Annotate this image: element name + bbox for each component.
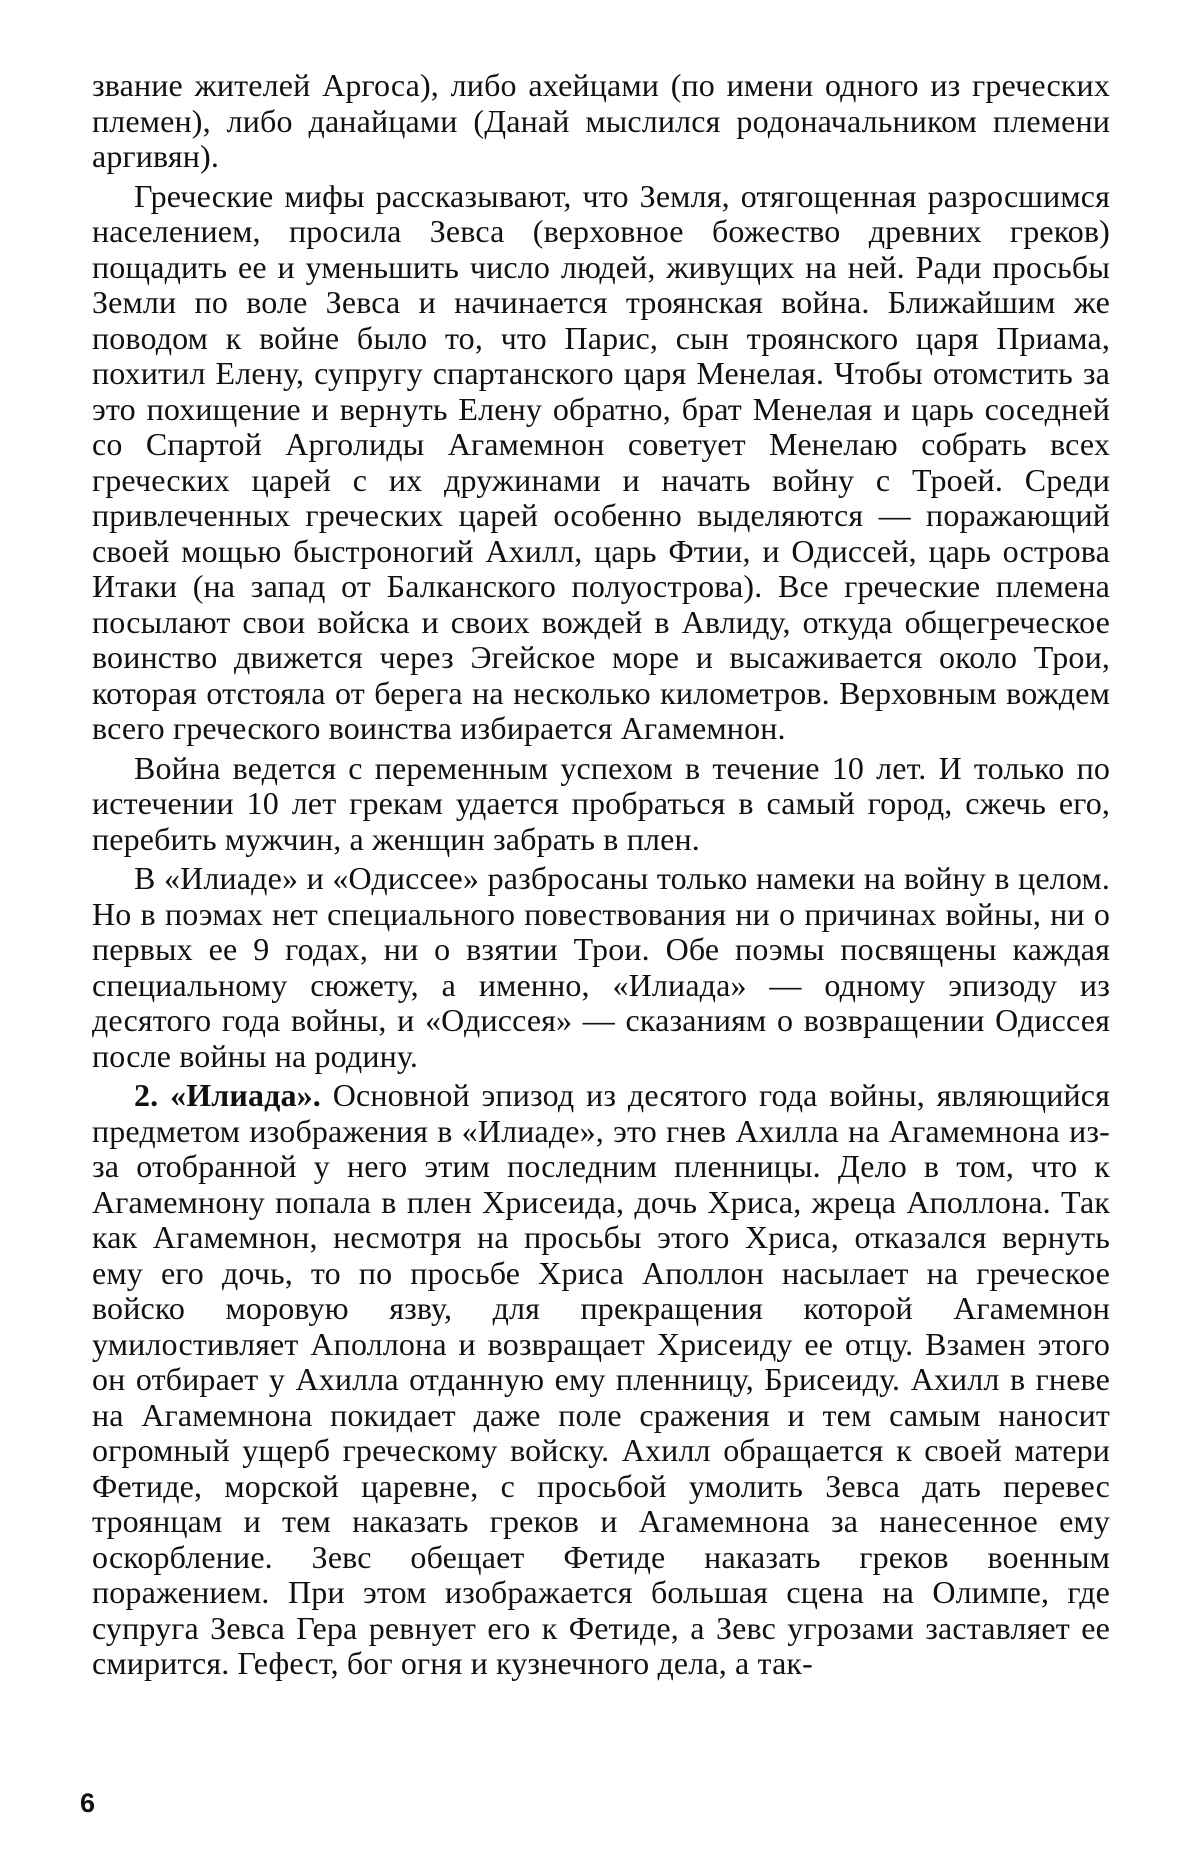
page-body bbox=[92, 68, 1110, 1682]
paragraph-1: звание жителей Аргоса), либо ахейцами (по имени одного из греческих племен), либо данайцами (Данай мыслился родоначальником племени аргивян). bbox=[92, 67, 1110, 174]
paragraph-5 bbox=[92, 1078, 1110, 1682]
paragraph-3: Война ведется с переменным успехом в течение 10 лет. И только по истечении 10 лет грекам удается пробраться в самый город, сжечь его, перебить мужчин, а женщин забрать в плен. bbox=[92, 749, 1110, 857]
paragraph-2: Греческие мифы рассказывают, что Земля, отягощенная разросшимся населением, просила Зевса (верховное божество древних греков) пощадить ее и уменьшить число людей, живущих на ней. Ради просьбы Земли по воле Зевса и начинается троянская война. Ближайшим же поводом к войне было то, что Парис, сын троянского царя Приама, похитил Елену, супругу спартанского царя Менелая. Чтобы отомстить за это похищение и вернуть Елену обратно, брат Менелая и царь соседней со Спартой Арголиды Агамемнон советует Менелаю собрать всех греческих царей с их дружинами и начать войну с Троей. Среди привлеченных греческих царей особенно выделяются — поражающий своей мощью быстроногий Ахилл, царь Фтии, и Одиссей, царь острова Итаки (на запад от Балканского полуострова). Все греческие племена посылают свои войска и своих вождей в Авлиду, откуда общегреческое воинство движется через Эгейское море и высаживается около Трои, которая отстояла от берега на несколько километров. Верховным вождем всего греческого воинства избирается Агамемнон. bbox=[92, 177, 1110, 746]
page-number: 6 bbox=[80, 1788, 96, 1818]
section-heading: 2. «Илиада». bbox=[134, 1077, 321, 1113]
paragraph-4: В «Илиаде» и «Одиссее» разбросаны только намеки на войну в целом. Но в поэмах нет специального повествования ни о причинах войны, ни о первых ее 9 годах, ни о взятии Трои. Обе поэмы посвящены каждая специальному сюжету, а именно, «Илиада» — одному эпизоду из десятого года войны, и «Одиссея» — сказаниям о возвращении Одиссея после войны на родину. bbox=[92, 860, 1110, 1074]
paragraph-5-text: Основной эпизод из десятого года войны, являющийся предметом изображения в «Илиаде», это гнев Ахилла на Агамемнона из-за отобранной у него этим последним пленницы. Дело в том, что к Агамемнону попала в плен Хрисеида, дочь Хриса, жреца Аполлона. Так как Агамемнон, несмотря на просьбы этого Хриса, отказался вернуть ему его дочь, то по просьбе Хриса Аполлон насылает на греческое войско моровую язву, для прекращения которой Агамемнон умилостивляет Аполлона и возвращает Хрисеиду ее отцу. Взамен этого он отбирает у Ахилла отданную ему пленницу, Брисеиду. Ахилл в гневе на Агамемнона покидает даже поле сражения и тем самым наносит огромный ущерб греческому войску. Ахилл обращается к своей матери Фетиде, морской царевне, с просьбой умолить Зевса дать перевес троянцам и тем наказать греков и Агамемнона за нанесенное ему оскорбление. Зевс обещает Фетиде наказать греков военным поражением. При этом изображается большая сцена на Олимпе, где супруга Зевса Гера ревнует его к Фетиде, а Зевс угрозами заставляет ее смирится. Гефест, бог огня и кузнечного дела, а так- bbox=[92, 1077, 1110, 1681]
